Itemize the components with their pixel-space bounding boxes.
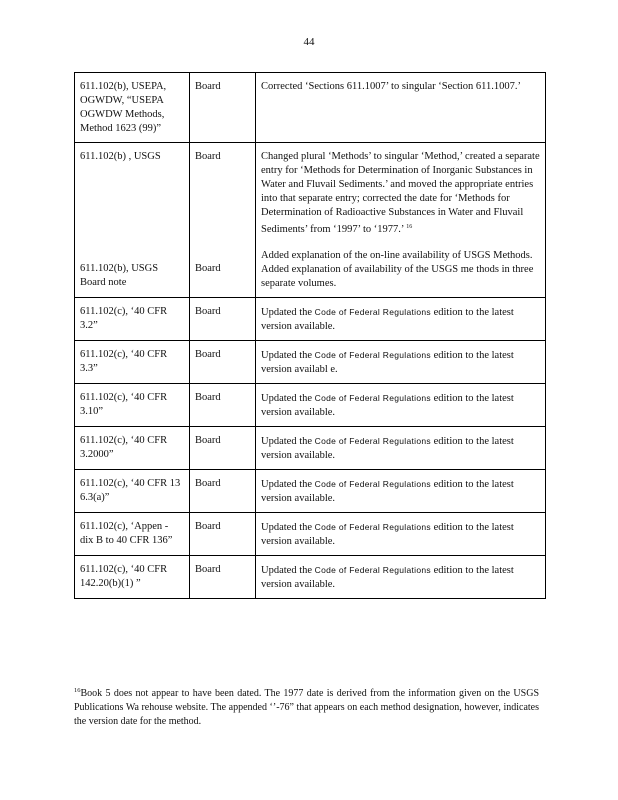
- section-cell: 611.102(c), ‘40 CFR 3.2000”: [75, 427, 190, 470]
- description-text: Added explanation of the on-line availability of USGS Methods. Added explanation of availability of the USGS me thods in three separate volumes.: [261, 250, 534, 289]
- source-cell: Board: [190, 513, 256, 556]
- description-pre: Updated the: [261, 436, 313, 447]
- description-pre: Updated the: [261, 565, 313, 576]
- source-cell: Board: [190, 73, 256, 143]
- table-row: [75, 298, 546, 341]
- table-row: [75, 384, 546, 427]
- section-text: 611.102(b), USGS Board note: [80, 263, 159, 288]
- table-row: [75, 73, 546, 143]
- cfr-title: Code of Federal Regulations: [314, 565, 431, 575]
- description-pre: Updated the: [261, 522, 313, 533]
- description-pre: Updated the: [261, 393, 313, 404]
- description-cell: [256, 298, 546, 341]
- description-post: edition to the latest version available.: [261, 565, 514, 590]
- changes-table: [74, 72, 546, 599]
- table-row: [75, 341, 546, 384]
- description-post: edition to the latest version available.: [261, 479, 514, 504]
- source-cell: Board: [190, 556, 256, 599]
- cfr-title: Code of Federal Regulations: [314, 393, 431, 403]
- description-main: Changed plural ‘Methods’ to singular ‘Method,’ created a separate entry for ‘Methods for Determination of Inorganic Substances in Water and Fluvail Sediments.’ and moved the appropriate entries into that separate entry; corrected the date for ‘Methods for Determination of Radioactive Substances in Water and Fluvail Sediments’ from ‘1997’ to ‘1977.’: [261, 151, 540, 235]
- cfr-title: Code of Federal Regulations: [314, 479, 431, 489]
- description-post: edition to the latest version available.: [261, 393, 514, 418]
- description-cell: [256, 341, 546, 384]
- section-cell: 611.102(c), ‘40 CFR 3.2”: [75, 298, 190, 341]
- section-cell: 611.102(c), ‘40 CFR 13 6.3(a)”: [75, 470, 190, 513]
- cfr-title: Code of Federal Regulations: [314, 436, 431, 446]
- table-row: [75, 556, 546, 599]
- description-cell: [256, 384, 546, 427]
- section-cell: [75, 143, 190, 298]
- section-cell: 611.102(c), ‘40 CFR 3.10”: [75, 384, 190, 427]
- table-row: [75, 470, 546, 513]
- description-cell: [256, 513, 546, 556]
- source-cell: Board: [190, 384, 256, 427]
- description-post: edition to the latest version available.: [261, 436, 514, 461]
- description-pre: Updated the: [261, 479, 313, 490]
- description-cell: [256, 470, 546, 513]
- footnote-ref[interactable]: 16: [406, 224, 413, 230]
- source-cell: Board: [190, 427, 256, 470]
- description-cell: [256, 427, 546, 470]
- source-cell: [190, 143, 256, 298]
- description-post: edition to the latest version available.: [261, 307, 514, 332]
- section-cell: 611.102(b), USEPA, OGWDW, “USEPA OGWDW Methods, Method 1623 (99)”: [75, 73, 190, 143]
- description-post: edition to the latest version available.: [261, 522, 514, 547]
- section-cell: 611.102(c), ‘40 CFR 3.3”: [75, 341, 190, 384]
- cfr-title: Code of Federal Regulations: [314, 350, 431, 360]
- source-text: Board: [195, 151, 221, 162]
- cfr-title: Code of Federal Regulations: [314, 522, 431, 532]
- footnote-text: Book 5 does not appear to have been dated. The 1977 date is derived from the information given on the USGS Publications Wa rehouse website. The appended ‘’-76” that appears on each method designation, however, indicates the version date for the method.: [74, 688, 539, 727]
- description-cell: [256, 556, 546, 599]
- cfr-title: Code of Federal Regulations: [314, 307, 431, 317]
- section-cell: 611.102(c), ‘40 CFR 142.20(b)(1) ”: [75, 556, 190, 599]
- table-row: [75, 143, 546, 298]
- page-number: 44: [303, 36, 315, 48]
- section-cell: 611.102(c), ‘Appen - dix B to 40 CFR 136”: [75, 513, 190, 556]
- table-row: [75, 513, 546, 556]
- description-pre: Updated the: [261, 350, 313, 361]
- description-cell: [256, 143, 546, 298]
- description-cell: Corrected ‘Sections 611.1007’ to singular ‘Section 611.1007.’: [256, 73, 546, 143]
- footnote-marker: 16: [74, 687, 81, 694]
- section-text: 611.102(b) , USGS: [80, 151, 161, 162]
- source-text: Board: [195, 263, 221, 274]
- description-post: edition to the latest version availabl e.: [261, 350, 514, 375]
- source-cell: Board: [190, 470, 256, 513]
- footnote: [74, 684, 539, 729]
- description-text: [261, 150, 540, 237]
- table-row: [75, 427, 546, 470]
- source-cell: Board: [190, 341, 256, 384]
- source-cell: Board: [190, 298, 256, 341]
- description-pre: Updated the: [261, 307, 313, 318]
